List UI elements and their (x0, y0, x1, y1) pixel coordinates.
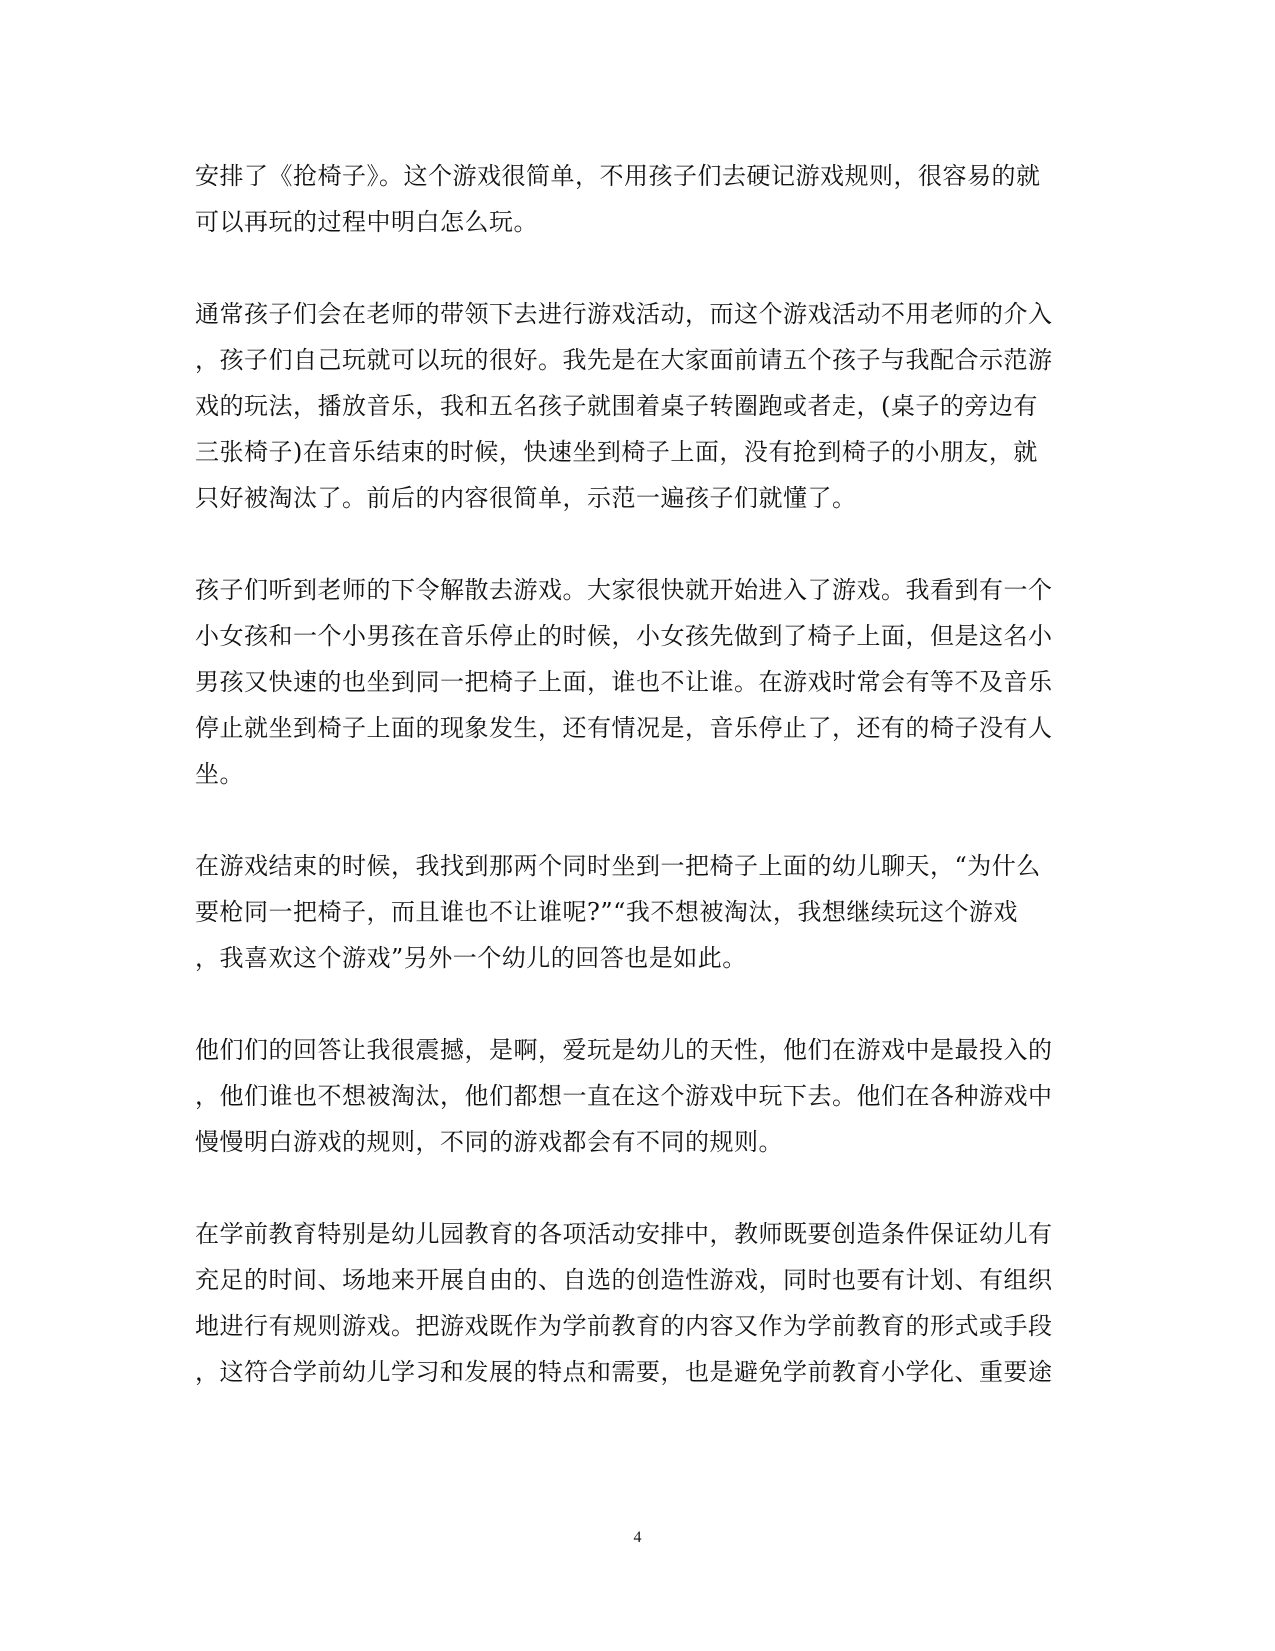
paragraph-6-line-1: 在学前教育特别是幼儿园教育的各项活动安排中，教师既要创造条件保证幼儿有 (195, 1220, 1053, 1248)
paragraph-2-line-3: 戏的玩法，播放音乐，我和五名孩子就围着桌子转圈跑或者走，(桌子的旁边有 (195, 392, 1038, 420)
paragraph-6-line-4: ，这符合学前幼儿学习和发展的特点和需要，也是避免学前教育小学化、重要途 (195, 1358, 1053, 1386)
paragraph-5-line-2: ，他们谁也不想被淘汰，他们都想一直在这个游戏中玩下去。他们在各种游戏中 (195, 1082, 1053, 1110)
paragraph-5-line-1: 他们们的回答让我很震撼，是啊，爱玩是幼儿的天性，他们在游戏中是最投入的 (195, 1036, 1053, 1064)
paragraph-3-line-2: 小女孩和一个小男孩在音乐停止的时候，小女孩先做到了椅子上面，但是这名小 (195, 622, 1053, 650)
paragraph-3-line-5: 坐。 (195, 760, 244, 788)
paragraph-4-line-3: ，我喜欢这个游戏”另外一个幼儿的回答也是如此。 (195, 944, 747, 972)
paragraph-6-line-2: 充足的时间、场地来开展自由的、自选的创造性游戏，同时也要有计划、有组织 (195, 1266, 1053, 1294)
page-number: 4 (633, 1529, 642, 1546)
paragraph-2-line-2: ，孩子们自己玩就可以玩的很好。我先是在大家面前请五个孩子与我配合示范游 (195, 346, 1053, 374)
paragraph-3-line-3: 男孩又快速的也坐到同一把椅子上面，谁也不让谁。在游戏时常会有等不及音乐 (195, 668, 1053, 696)
paragraph-4-line-1: 在游戏结束的时候，我找到那两个同时坐到一把椅子上面的幼儿聊天，“为什么 (195, 852, 1041, 880)
paragraph-5-line-3: 慢慢明白游戏的规则，不同的游戏都会有不同的规则。 (195, 1128, 783, 1156)
paragraph-2-line-5: 只好被淘汰了。前后的内容很简单，示范一遍孩子们就懂了。 (195, 484, 857, 512)
paragraph-4-line-2: 要枪同一把椅子，而且谁也不让谁呢?”“我不想被淘汰，我想继续玩这个游戏 (195, 898, 1018, 926)
paragraph-2-line-4: 三张椅子)在音乐结束的时候，快速坐到椅子上面，没有抢到椅子的小朋友，就 (195, 438, 1038, 466)
paragraph-3-line-1: 孩子们听到老师的下令解散去游戏。大家很快就开始进入了游戏。我看到有一个 (195, 576, 1053, 604)
paragraph-1-line-1: 安排了《抢椅子》。这个游戏很简单，不用孩子们去硬记游戏规则，很容易的就 (195, 162, 1041, 190)
paragraph-6-line-3: 地进行有规则游戏。把游戏既作为学前教育的内容又作为学前教育的形式或手段 (195, 1312, 1053, 1340)
paragraph-1-line-2: 可以再玩的过程中明白怎么玩。 (195, 208, 538, 236)
paragraph-3-line-4: 停止就坐到椅子上面的现象发生，还有情况是，音乐停止了，还有的椅子没有人 (195, 714, 1053, 742)
paragraph-2-line-1: 通常孩子们会在老师的带领下去进行游戏活动，而这个游戏活动不用老师的介入 (195, 300, 1053, 328)
